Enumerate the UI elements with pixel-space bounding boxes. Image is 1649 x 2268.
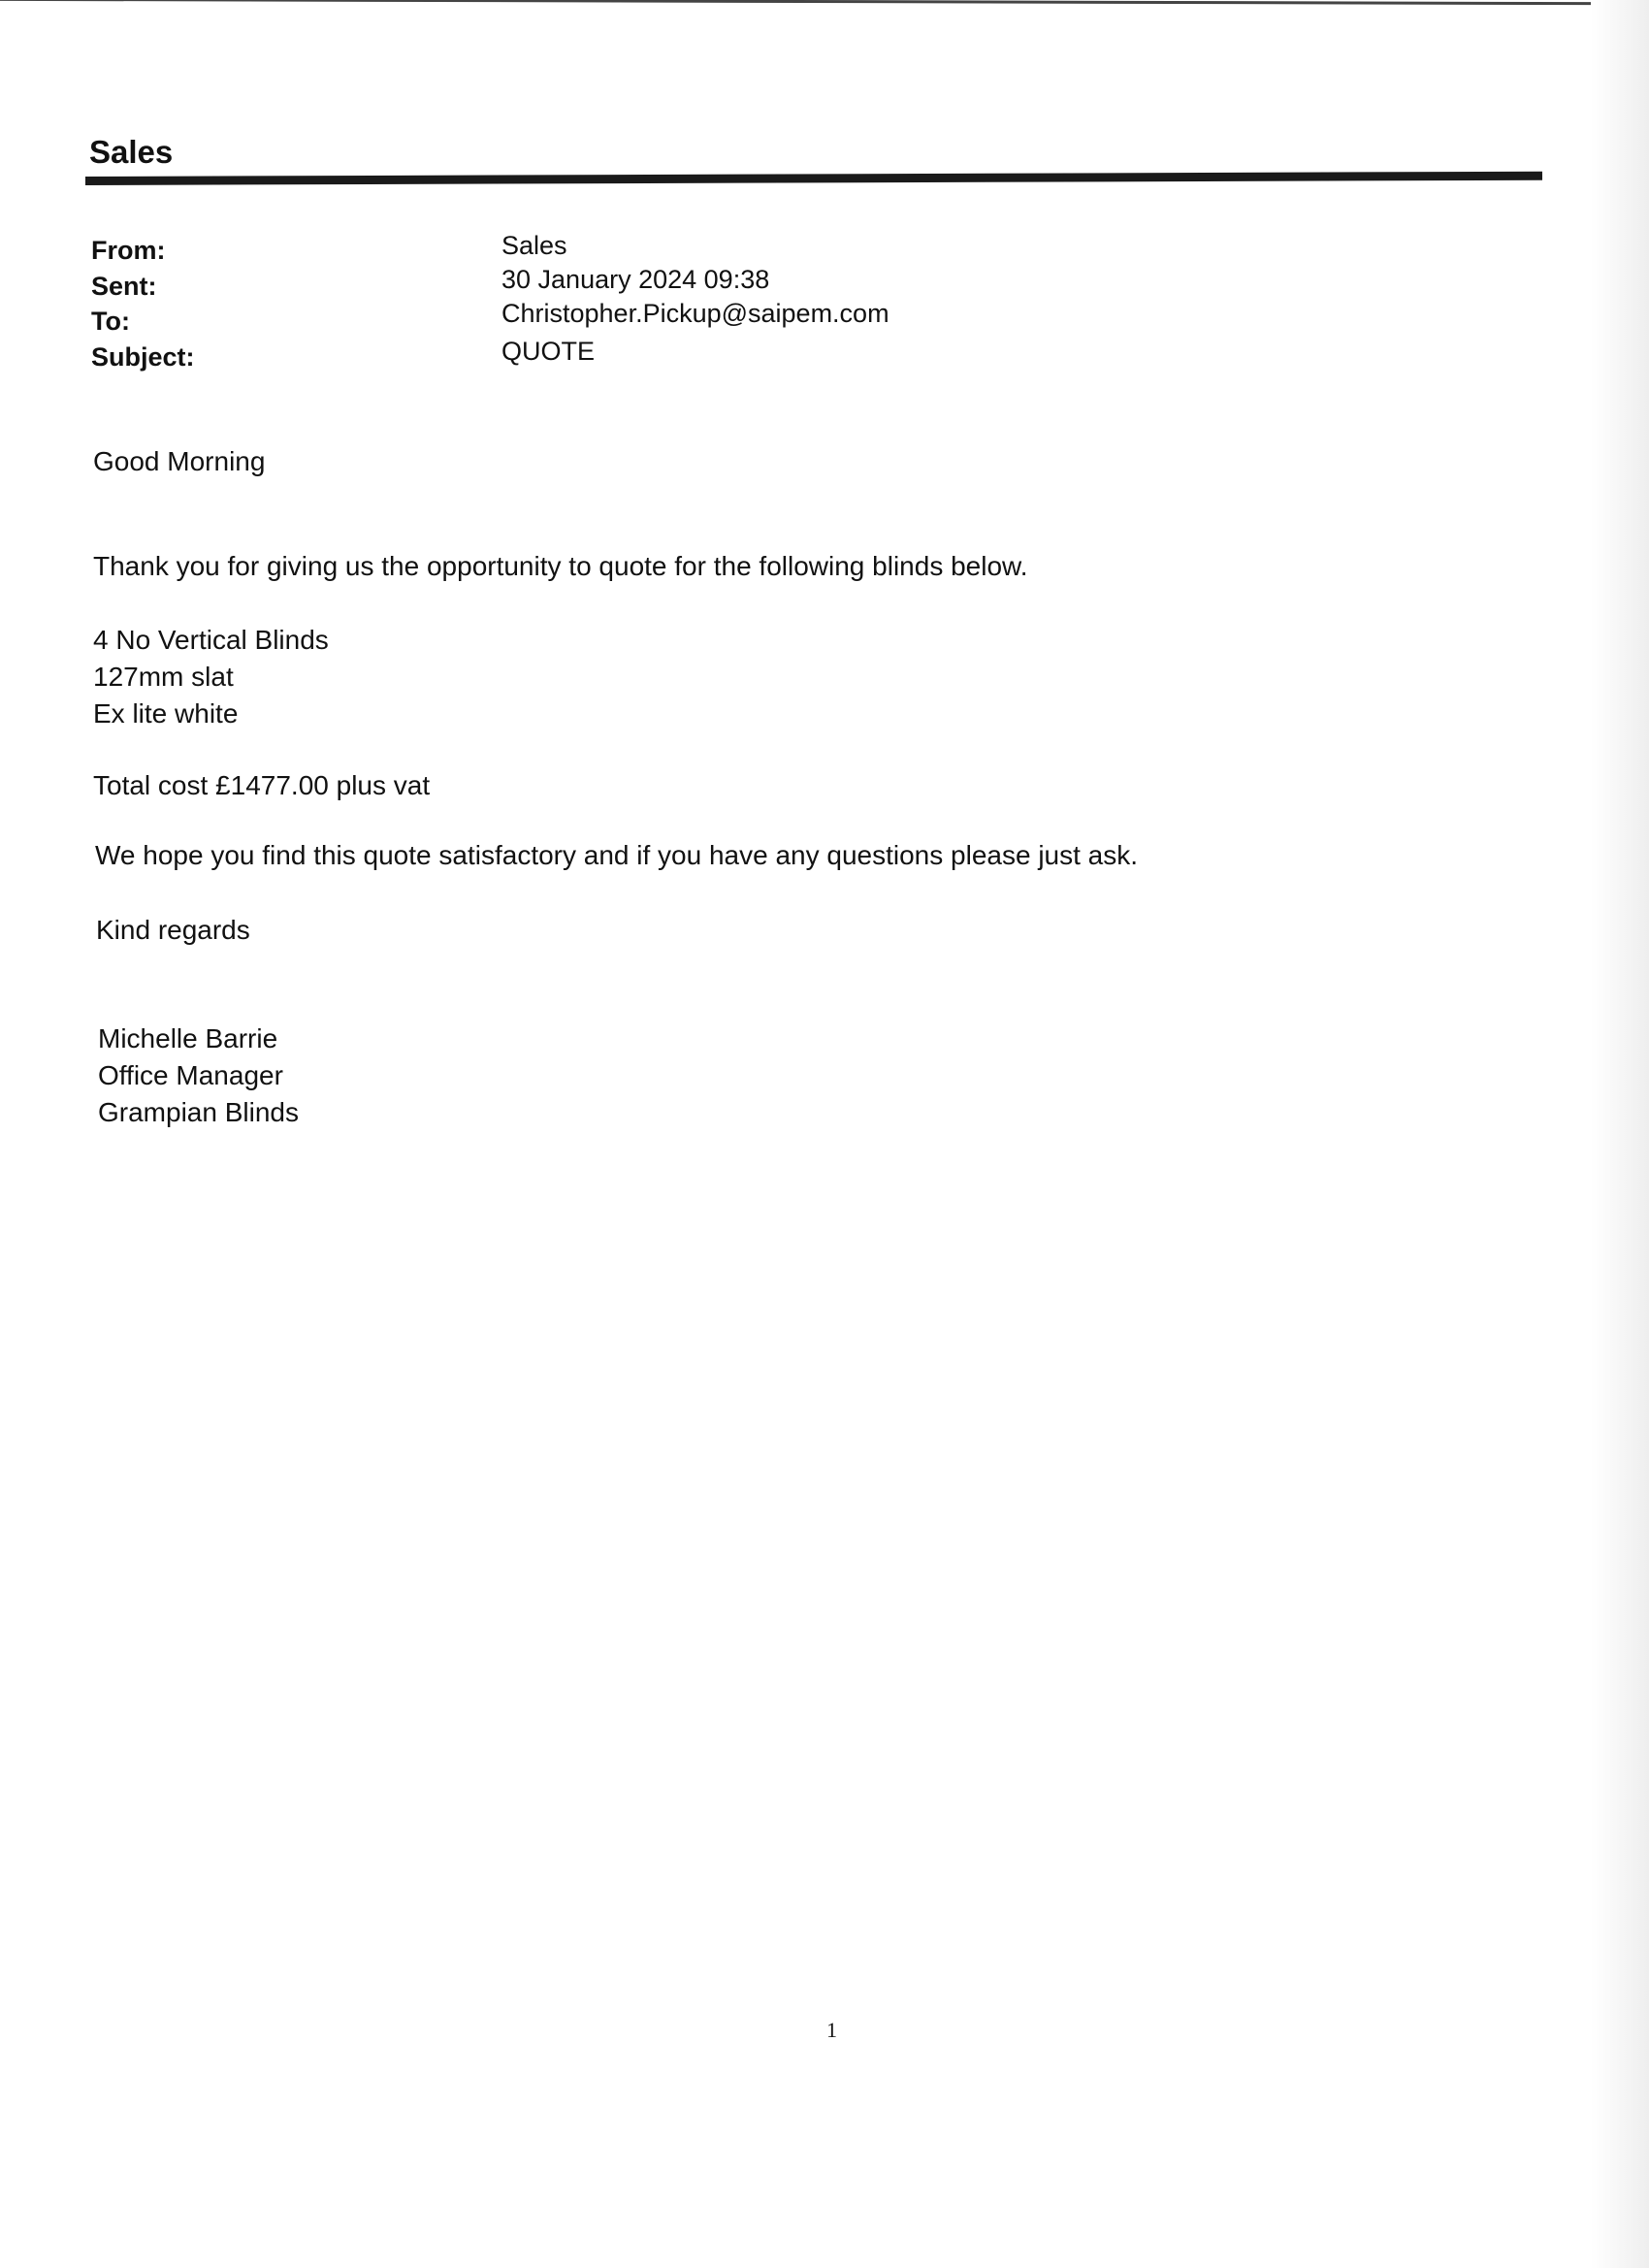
scan-edge <box>0 0 1591 5</box>
title-rule <box>85 172 1542 185</box>
sent-value: 30 January 2024 09:38 <box>501 265 770 294</box>
total-cost: Total cost £1477.00 plus vat <box>93 770 431 800</box>
from-label: From: <box>91 236 166 265</box>
from-value: Sales <box>501 231 567 260</box>
greeting: Good Morning <box>93 446 266 476</box>
to-value: Christopher.Pickup@saipem.com <box>501 299 889 328</box>
signature-company: Grampian Blinds <box>98 1097 299 1127</box>
item-line: Ex lite white <box>93 698 239 729</box>
page-number: 1 <box>826 2018 837 2042</box>
item-line: 127mm slat <box>93 662 234 692</box>
item-line: 4 No Vertical Blinds <box>93 625 329 655</box>
subject-label: Subject: <box>91 342 195 372</box>
subject-value: QUOTE <box>501 337 596 366</box>
sign-off: Kind regards <box>96 915 250 945</box>
intro-text: Thank you for giving us the opportunity to quote for the following blinds below. <box>93 551 1028 581</box>
signature-name: Michelle Barrie <box>98 1023 278 1053</box>
email-title: Sales <box>89 134 174 170</box>
scan-shadow <box>1591 0 1649 2268</box>
to-label: To: <box>91 307 130 336</box>
signature-role: Office Manager <box>98 1060 283 1090</box>
sent-label: Sent: <box>91 272 157 301</box>
closing-text: We hope you find this quote satisfactory and if you have any questions please just ask. <box>95 840 1139 870</box>
